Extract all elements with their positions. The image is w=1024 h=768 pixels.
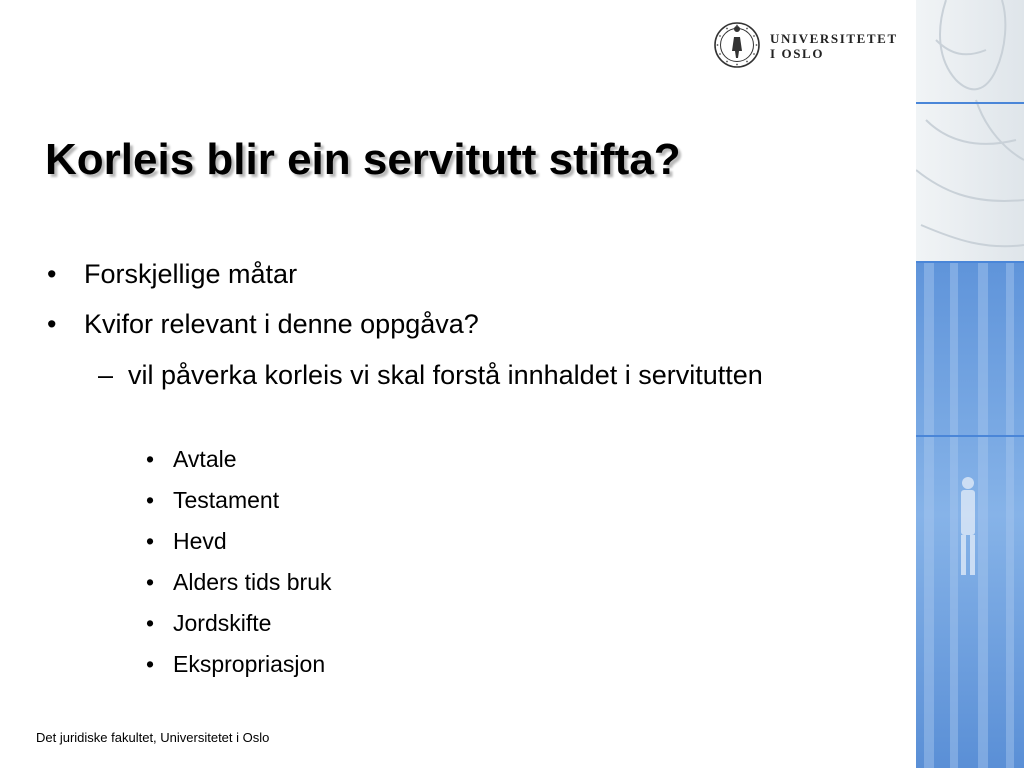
subsub-bullet-marker: • [146, 610, 155, 636]
subsub-bullet-marker: • [146, 446, 155, 472]
bullet-text: Forskjellige måtar [84, 259, 298, 289]
statue-artwork [916, 0, 1024, 768]
subsub-bullet-marker: • [146, 569, 155, 595]
subsub-bullet-text: Alders tids bruk [173, 569, 332, 595]
university-name-line2: I OSLO [770, 46, 825, 61]
slide-footer: Det juridiske fakultet, Universitetet i Oslo [36, 730, 270, 745]
slide-title: Korleis blir ein servitutt stifta? [45, 135, 681, 184]
subsub-bullet-text: Avtale [173, 446, 237, 472]
subsub-bullet-text: Jordskifte [173, 610, 272, 636]
university-name [770, 31, 898, 61]
subsub-bullet-marker: • [146, 528, 155, 554]
university-seal-icon [714, 22, 760, 68]
university-name-line1: UNIVERSITETET [770, 31, 898, 46]
sub-bullet-marker: – [98, 360, 114, 390]
subsub-bullet-marker: • [146, 487, 155, 513]
sub-bullet-text: vil påverka korleis vi skal forstå innhaldet i servitutten [128, 360, 763, 390]
subsub-bullet-text: Hevd [173, 528, 227, 554]
bullet-marker: • [47, 309, 57, 339]
bullet-marker: • [47, 259, 57, 289]
university-logo [714, 20, 904, 70]
subsub-bullet-text: Testament [173, 487, 280, 513]
decorative-side-strip [916, 0, 1024, 768]
subsub-bullet-text: Ekspropriasjon [173, 651, 326, 677]
subsub-bullet-marker: • [146, 651, 155, 677]
bullet-text: Kvifor relevant i denne oppgåva? [84, 309, 479, 339]
